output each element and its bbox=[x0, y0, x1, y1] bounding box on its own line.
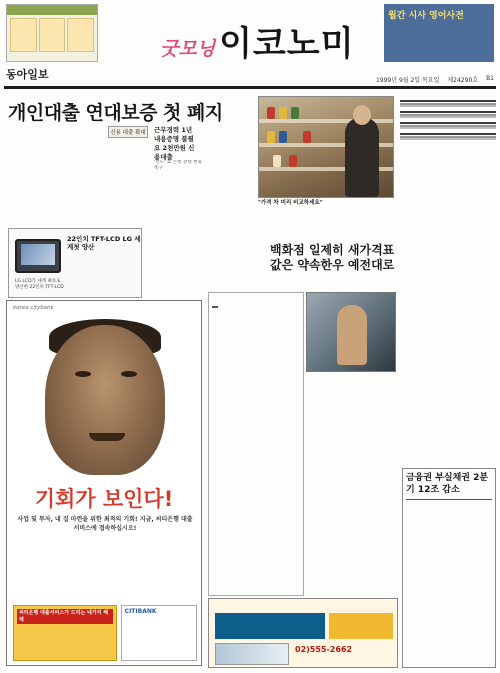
article-column bbox=[154, 160, 202, 226]
ad-panel-title: 씨티은행 대출서비스가 드리는 네가지 혜택 bbox=[17, 609, 113, 624]
apartment-advertisement[interactable] bbox=[208, 598, 398, 668]
side-article-body bbox=[306, 381, 396, 382]
portrait-image bbox=[45, 325, 165, 475]
column-quote: 근무경력 1년 내용증명 불필요 2천만원 신용대출 bbox=[154, 126, 195, 161]
section-title-prefix: 굿모닝 bbox=[160, 38, 216, 60]
ad-copy bbox=[17, 541, 193, 543]
table-row bbox=[401, 128, 496, 129]
photo-caption-title: "가격 차 미리 비교하세요" bbox=[258, 200, 323, 206]
side-article-body bbox=[306, 378, 396, 379]
market-table bbox=[400, 125, 496, 129]
photo-caption bbox=[258, 200, 394, 207]
table-row bbox=[401, 117, 496, 118]
promo-cell bbox=[10, 18, 37, 52]
promo-box bbox=[6, 4, 98, 62]
portrait-eye bbox=[121, 371, 137, 377]
page-number: B1 bbox=[486, 75, 494, 82]
table-cell bbox=[432, 117, 464, 118]
promo-cell bbox=[67, 18, 94, 52]
paper-name: 동아일보 bbox=[6, 68, 49, 81]
article-column bbox=[8, 126, 54, 226]
top-ad-head: 월간 시사 영어사전 bbox=[388, 11, 464, 21]
issue-date: 1999년 9월 2일 목요일 bbox=[375, 77, 440, 84]
finance-brief bbox=[402, 468, 496, 668]
table-cell bbox=[464, 106, 496, 107]
market-tables bbox=[400, 96, 496, 140]
table-cell bbox=[432, 106, 464, 107]
brief-headline: 금융권 부실채권 2분기 12조 감소 bbox=[406, 473, 489, 495]
table-cell bbox=[401, 128, 433, 129]
product-title: 22인치 TFT-LCD LG 세계첫 양산 bbox=[67, 235, 141, 251]
masthead bbox=[0, 0, 500, 90]
table-row bbox=[401, 106, 496, 107]
column-body bbox=[212, 315, 300, 318]
table-cell bbox=[401, 117, 433, 118]
section-title-main: 이코노미 bbox=[219, 24, 355, 64]
product-box bbox=[8, 228, 142, 298]
side-quote: '선도' 로 은행 관행 변화 촉구 bbox=[154, 160, 202, 172]
bottom-ad-banner bbox=[215, 613, 325, 639]
ad-benefits-panel bbox=[13, 605, 117, 661]
column-photo bbox=[306, 292, 396, 372]
article-column bbox=[144, 230, 204, 290]
portrait-eye bbox=[75, 371, 91, 377]
table-cell bbox=[401, 139, 433, 140]
brief-body bbox=[406, 503, 492, 504]
ad-brand: korea citybank bbox=[13, 305, 54, 311]
table-title bbox=[400, 133, 496, 135]
article-heading: 백화점 일제히 새가격표 값은 약속한우 예전대로 bbox=[270, 243, 395, 272]
table-title bbox=[400, 100, 496, 102]
market-table bbox=[400, 103, 496, 107]
column-tag bbox=[212, 306, 218, 308]
bottom-ad-phone[interactable]: 02)555-2662 bbox=[295, 645, 353, 654]
ad-footer bbox=[13, 605, 197, 661]
table-row bbox=[401, 139, 496, 140]
bank-advertisement[interactable] bbox=[6, 300, 202, 666]
ad-slogan: 기회가 보인다! bbox=[34, 487, 174, 511]
table-cell bbox=[432, 139, 464, 140]
portrait-mouth bbox=[89, 433, 125, 441]
promo-cell bbox=[39, 18, 66, 52]
market-table bbox=[400, 114, 496, 118]
building-image bbox=[215, 643, 289, 665]
table-cell bbox=[432, 128, 464, 129]
promo-strip bbox=[7, 5, 97, 15]
section-title bbox=[160, 16, 354, 65]
market-table bbox=[400, 136, 496, 140]
table-cell bbox=[464, 117, 496, 118]
ad-contact[interactable] bbox=[121, 605, 197, 661]
side-article bbox=[306, 376, 396, 576]
subhead-box: 신용 대출 확대 bbox=[108, 126, 148, 138]
ad-subline: 사업 및 투자, 내 집 마련을 위한 최적의 기회! 지금, 씨티은행 대출서비스에 접속하십시오! bbox=[17, 516, 193, 532]
article-column bbox=[58, 126, 104, 226]
top-ad[interactable] bbox=[384, 4, 494, 62]
article-column bbox=[108, 140, 152, 226]
table-cell bbox=[464, 128, 496, 129]
citibank-logo: CITIBANK bbox=[124, 608, 157, 615]
dateline bbox=[376, 75, 494, 84]
masthead-rule bbox=[4, 86, 496, 89]
table-cell bbox=[401, 106, 433, 107]
monitor-icon bbox=[15, 239, 61, 273]
product-caption: LG LCD가 세계 최초로 양산한 22인치 TFT-LCD bbox=[15, 279, 64, 290]
main-headline: 개인대출 연대보증 첫 폐지 bbox=[8, 102, 223, 124]
table-title bbox=[400, 111, 496, 113]
table-cell bbox=[464, 139, 496, 140]
news-photo bbox=[258, 96, 394, 198]
column-block bbox=[208, 292, 304, 596]
table-title bbox=[400, 122, 496, 124]
issue-number: 제24290호 bbox=[447, 77, 479, 84]
bottom-ad-badge bbox=[329, 613, 393, 639]
article-column bbox=[206, 126, 254, 288]
